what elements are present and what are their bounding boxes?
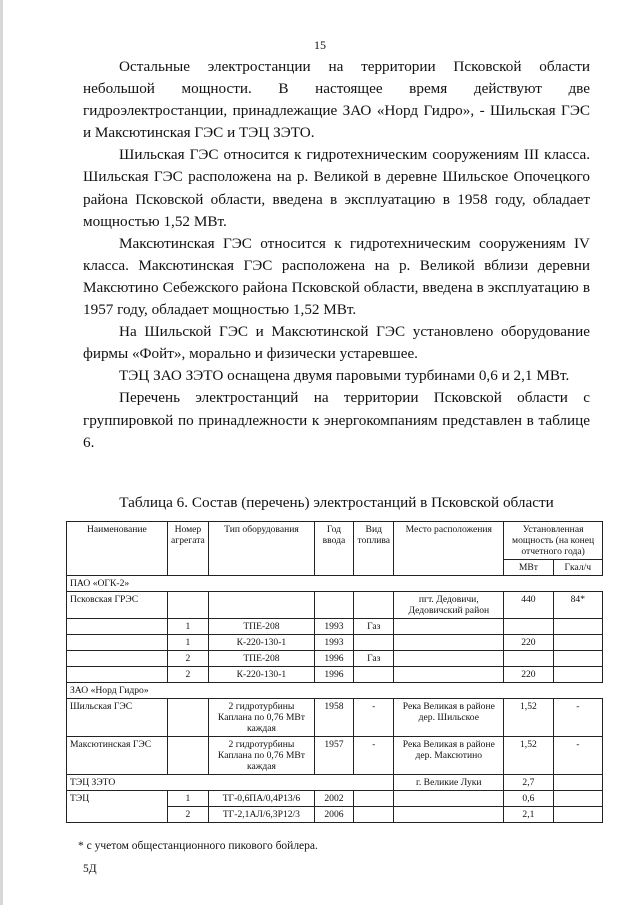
header-unit: Номер агрегата — [167, 522, 208, 576]
page-number: 15 — [314, 38, 326, 52]
paragraph: Остальные электростанции на территории Псковской области небольшой мощности. В настоящее время действуют две гидроэлектростанции, принадлежащие ЗАО «Норд Гидро», - Шильская ГЭС и Максютинская ГЭС и ТЭЦ ЗЭТО. — [83, 58, 590, 142]
plant-equipment: 2 гидротурбины Каплана по 0,76 МВт каждая — [209, 699, 315, 737]
plant-name: Максютинская ГЭС — [67, 737, 168, 775]
unit-mw: 220 — [504, 667, 553, 683]
plant-name: Шильская ГЭС — [67, 699, 168, 737]
unit-equipment: ТПЕ-208 — [209, 651, 315, 667]
unit-mw: 220 — [504, 635, 553, 651]
header-year: Год ввода — [314, 522, 353, 576]
plant-year: 1957 — [314, 737, 353, 775]
plant-year: 1958 — [314, 699, 353, 737]
table-footnote: * с учетом общестанционного пикового бойлера. — [78, 840, 318, 852]
table-caption: Таблица 6. Состав (перечень) электростанций в Псковской области — [119, 494, 554, 511]
table-row — [67, 635, 603, 651]
plant-name: ТЭЦ ЗЭТО — [67, 775, 394, 791]
table-row — [67, 699, 603, 737]
body-text — [83, 56, 590, 454]
unit-number: 1 — [167, 619, 208, 635]
plant-location: г. Великие Луки — [394, 775, 504, 791]
unit-number: 2 — [167, 667, 208, 683]
unit-equipment: ТПЕ-208 — [209, 619, 315, 635]
plant-fuel: - — [354, 737, 394, 775]
plant-location: пгт. Дедовичи, Дедовичский район — [394, 592, 504, 619]
header-equipment: Тип оборудования — [209, 522, 315, 576]
unit-mw: 2,1 — [504, 807, 553, 823]
unit-number: 1 — [167, 791, 208, 807]
power-plants-table — [66, 521, 603, 823]
unit-equipment: ТГ-2,1АЛ/6,3Р12/3 — [209, 807, 315, 823]
unit-equipment: ТГ-0,6ПА/0,4Р13/6 — [209, 791, 315, 807]
unit-fuel — [354, 635, 394, 651]
unit-number: 1 — [167, 635, 208, 651]
paragraph: На Шильской ГЭС и Максютинской ГЭС установлено оборудование фирмы «Фойт», морально и физически устаревшее. — [83, 323, 590, 363]
table-row — [67, 651, 603, 667]
plant-location: Река Великая в районе дер. Шильское — [394, 699, 504, 737]
company-row — [67, 683, 603, 699]
plant-equipment: 2 гидротурбины Каплана по 0,76 МВт каждая — [209, 737, 315, 775]
plant-gcal: - — [553, 699, 602, 737]
table-row — [67, 775, 603, 791]
paragraph: Перечень электростанций на территории Псковской области с группировкой по принадлежности к энергокомпаниям представлен в таблице 6. — [83, 389, 590, 451]
plant-mw: 440 — [504, 592, 553, 619]
unit-year: 1996 — [314, 667, 353, 683]
table-header-row — [67, 522, 603, 560]
unit-equipment: К-220-130-1 — [209, 667, 315, 683]
plant-location: Река Великая в районе дер. Максютино — [394, 737, 504, 775]
header-fuel: Вид топлива — [354, 522, 394, 576]
company-name: ПАО «ОГК-2» — [67, 576, 603, 592]
company-name: ЗАО «Норд Гидро» — [67, 683, 603, 699]
table-row — [67, 619, 603, 635]
paragraph: Максютинская ГЭС относится к гидротехническим сооружениям IV класса. Максютинская ГЭС расположена на р. Великой вблизи деревни Максютино Себежского района Псковской области, введена в эксплуатацию в 1957 году, обладает мощностью 1,52 МВт. — [83, 234, 590, 319]
plant-fuel: - — [354, 699, 394, 737]
table-row — [67, 737, 603, 775]
plant-gcal: - — [553, 737, 602, 775]
paragraph: Шильская ГЭС относится к гидротехническим сооружениям III класса. Шильская ГЭС расположена на р. Великой в деревне Шильское Опочецкого района Псковской области, введена в эксплуатацию в 1958 году, обладает мощностью 1,52 МВт. — [83, 146, 590, 230]
table-row — [67, 592, 603, 619]
unit-mw — [504, 651, 553, 667]
plant-mw: 1,52 — [504, 737, 553, 775]
unit-number: 2 — [167, 807, 208, 823]
plant-gcal: 84* — [553, 592, 602, 619]
paragraph: ТЭЦ ЗАО ЗЭТО оснащена двумя паровыми турбинами 0,6 и 2,1 МВт. — [119, 367, 570, 385]
unit-fuel — [354, 667, 394, 683]
unit-year: 1996 — [314, 651, 353, 667]
plant-mw: 2,7 — [504, 775, 553, 791]
unit-fuel: Газ — [354, 651, 394, 667]
unit-year: 1993 — [314, 619, 353, 635]
header-mw: МВт — [504, 560, 553, 576]
header-capacity: Установленная мощность (на конец отчетного года) — [504, 522, 603, 560]
plant-mw: 1,52 — [504, 699, 553, 737]
plant-name: Псковская ГРЭС — [67, 592, 168, 619]
unit-fuel: Газ — [354, 619, 394, 635]
unit-number: 2 — [167, 651, 208, 667]
unit-year: 1993 — [314, 635, 353, 651]
unit-equipment: К-220-130-1 — [209, 635, 315, 651]
unit-mw — [504, 619, 553, 635]
unit-year: 2006 — [314, 807, 353, 823]
company-row — [67, 576, 603, 592]
header-location: Место расположения — [394, 522, 504, 576]
header-gcal: Гкал/ч — [553, 560, 602, 576]
table-row — [67, 667, 603, 683]
scan-edge — [0, 0, 3, 905]
header-name: Наименование — [67, 522, 168, 576]
unit-year: 2002 — [314, 791, 353, 807]
document-code: 5Д — [83, 863, 97, 875]
table-row — [67, 791, 603, 807]
plant-name: ТЭЦ — [67, 791, 168, 823]
unit-mw: 0,6 — [504, 791, 553, 807]
